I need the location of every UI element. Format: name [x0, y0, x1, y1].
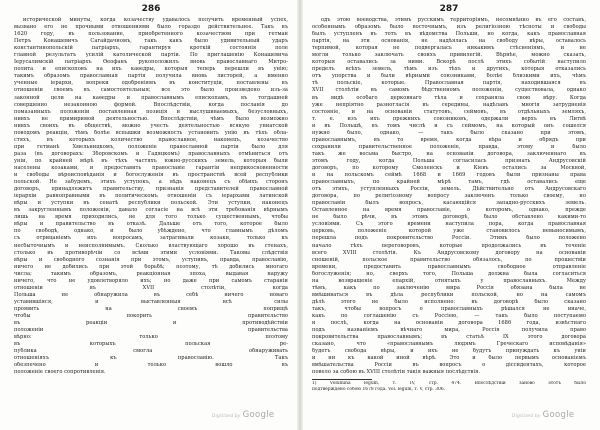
- text-line: чтобы покорить правительство: [14, 312, 288, 319]
- text-line: пределъ всѣхъ земель, тѣмъ изъ тѣхъ и другихъ, которыя отказались: [312, 66, 586, 73]
- text-line: поводомъ реакціи, тѣмъ болѣе вспышки возможность установить унію въ тѣхъ обла-: [14, 129, 288, 136]
- text-line: положеніе своего сопротивленія.: [14, 369, 106, 376]
- text-line: отношеніи въ XVII столѣтіи, когда: [14, 284, 288, 291]
- text-line: одъ этою воеводства, этимъ русскимъ территоріямъ, несомнѣнно въ его составъ,: [321, 17, 586, 23]
- text-line: такъ же весьма быстро, на основаніи договора, заключеннаго въ: [312, 150, 586, 157]
- text-line: не было рѣчи, въ этомъ договорѣ, было обставлено какими-то: [312, 214, 586, 221]
- text-line: совершенно незаконною формой. Впослѣдствіи, когда посланія до: [14, 101, 288, 108]
- text-line: покровительства православнымъ; въ статьѣ IX этого договора: [312, 334, 586, 341]
- text-line: партія, на эти основанія, не надѣялась на свободу вѣры, оставалось: [312, 38, 586, 45]
- text-line: какъ по соглашенію съ Россіею, — такъ было поступаемо: [312, 312, 586, 319]
- text-line: по свободѣ, однако, и было убѣждено, что главнымъ дѣломъ: [14, 228, 288, 235]
- left-page-body: [14, 17, 288, 376]
- text-line: полита и епископовъ на ихъ каѳедры, которыя теперь перешли въ унію;: [14, 66, 288, 73]
- text-line: ничего, что не удовлетворяло ихъ; но даже при самомъ стараніи: [14, 277, 288, 284]
- text-line: уніи, по крайней мѣрѣ въ тѣхъ частяхъ южно-русскихъ земель, которыя были: [14, 157, 288, 164]
- text-line: отношеніяхъ къ православію. Такъ: [14, 355, 288, 362]
- text-line: и на польскомъ сеймѣ 1668 и 1669 годовъ были признаны права: [312, 172, 586, 179]
- text-line: при гетманѣ Хмельницкомъ, положеніе православной партіи было для: [14, 143, 288, 150]
- text-line: и послѣ, когда на основаніи договора 1686 года, извѣстнаго: [312, 320, 586, 327]
- text-line: уставившіяся, и выставленныя всѣ силы: [14, 298, 288, 305]
- text-line: ученные іерархи, вопреки одобреніямъ въ конституціи, поставлены въ: [14, 80, 288, 87]
- text-line: богослуженія; но, сверхъ того, Польша должна была согласиться: [312, 270, 586, 277]
- text-line: вѣры и свободного сознанія при этомъ, уступивъ, правда, православію,: [14, 256, 288, 263]
- text-line: договоръ, принадлежитъ правительству, признанія представителей православной: [14, 186, 288, 193]
- text-line: уже непріятно разногласія въ середины, надѣлавъ многія затрудненія: [312, 101, 586, 108]
- text-line: договора, по религіозному вопросу заключенъ только своему, но: [312, 193, 586, 200]
- text-line: публика смогла обнаруживать: [14, 348, 288, 355]
- footnote-line: 1) Volumina legum, т. IV, стр. 474. Впослѣдствіи заново этотъ было: [312, 381, 586, 387]
- text-line: будетъ свобода вѣры, и ихъ не будутъ принуждать къ уніи: [312, 348, 586, 355]
- text-line: сохранили правительственное положеніе, правда, этому и было: [312, 143, 586, 150]
- text-line: Петръ Конашевичъ Сагайдачномъ, такъ какъ было удивительный ударъ: [14, 38, 288, 45]
- text-line: терпимой, которая не подвергалась никакимъ стѣсненіямъ, и не: [312, 45, 586, 52]
- footnote-line: подтверждено собою 1678 года. Vol. legum, т. V, стр. 306.: [312, 387, 446, 393]
- text-line: и ни къ какой иной вѣрѣ. Это и было первымъ основаніемъ: [312, 355, 586, 362]
- text-line: XVII столѣтіи въ самомъ бѣдственномъ положеніи, существовала, однако: [312, 87, 586, 94]
- text-line: отъ упорства и были вѣрными союзниками, болѣе близкими ихъ, чѣмъ: [312, 73, 586, 80]
- text-line: стяхъ, въ которыхъ количество православное, наконецъ, козачество: [14, 136, 288, 143]
- text-line: въ которыхъ польская ре-: [14, 341, 288, 348]
- text-line: повело за собою въ XVIII столѣтіи такія важныя послѣдствія.: [312, 369, 481, 376]
- text-line: нужно было, однако, — такъ было сказано при этомъ,: [312, 129, 586, 136]
- watermark-digitized-label: Digitized by: [512, 414, 541, 419]
- text-line: договоръ, по которому Смоленскъ и Кіевъ остались за Москвой,: [312, 164, 586, 171]
- text-line: такимъ образомъ православная партія получила вновь листорей, а именно: [14, 73, 288, 80]
- watermark-digitized-label: Digitized by: [212, 414, 241, 419]
- text-line: нивхъ своихъ въ обществѣ, можно учесть деятельностью всякую униатской: [14, 122, 288, 129]
- text-line: и свободы вѣроисповѣданія и богослуженія въ пространствѣ всей республики: [14, 172, 288, 179]
- watermark-brand: Google: [242, 410, 275, 420]
- text-line: вѣры и уступки въ сенатѣ республики польской. Эти уступки, наконецъ: [14, 200, 288, 207]
- text-line: этомъ году, когда Польша согласилась признать Андрусовскій: [312, 157, 586, 164]
- text-line: положеніи правительства: [14, 327, 288, 334]
- text-line: былъ уступленъ въ тотъ въ вѣдомства Польши, но когда, какъ православная: [312, 31, 586, 38]
- text-line: польской. Не забудемъ, этихъ уступокъ, а вѣдь наконецъ съ обѣихъ сторонъ: [14, 179, 288, 186]
- text-line: церковь, положеніе которой уже становилось невыносимымъ,: [312, 228, 586, 235]
- text-line: несбыточнымъ и неисполнимымъ. Сколько властвующаго хорошо въ стенахъ,: [14, 242, 288, 249]
- text-line: вѣрно: только поэтому: [14, 334, 288, 341]
- footnotes: [312, 381, 586, 393]
- text-line: сказано, что «православнымъ людямъ Греческаго исповѣданія»: [312, 341, 586, 348]
- text-line: могли только заключать своихъ привилегій. Вѣрнѣе, можно сказать,: [312, 52, 586, 59]
- text-line: столько въ противорѣчіи со всѣми этими условіями. Таковы слѣдствія: [14, 249, 288, 256]
- text-line: исторической минуты, когда козачеству удавалось получить временный успех,: [23, 17, 288, 23]
- text-line: главной результатъ усилій католической партіи. По приглашенію Конашевича: [14, 52, 288, 59]
- text-line: съ отрицаніемъ ихъ вопросамъ, затрагивали козаки, только къ: [14, 235, 288, 242]
- text-line: и въ Польшѣ, въ томъ числѣ и съ сеймомъ, на который онъ сошелся: [312, 122, 586, 129]
- google-watermark-left: [212, 410, 274, 420]
- text-line: тѣмъ, какъ по заключенію мира Россія обязана была не: [312, 284, 586, 291]
- text-line: въ реакціи и противодѣйствіи: [14, 320, 288, 327]
- text-line: перешла подъ покровительство Россіи. Этимъ было положено: [312, 235, 586, 242]
- text-line: въ закругленнымъ положеніи, давало согласіе на всѣ эти требованія вѣрнымъ: [14, 207, 288, 214]
- text-line: населены козаками, и предоставить православіе гарантіи неприкосновенности: [14, 164, 288, 171]
- text-line: православіи былъ вопросъ, касающійся западно-русскихъ земель.: [312, 200, 586, 207]
- text-line: Польша не обнаружила въ себѣ ничего новаго: [14, 291, 288, 298]
- text-line: тѣ польскіе, которые. Православная партія, находившаяся въ: [312, 80, 586, 87]
- google-watermark-right: [512, 410, 574, 420]
- text-line: вмѣшиваться въ дѣла республики польской, но на самомъ: [312, 291, 586, 298]
- text-line: числа; такимъ образомъ, реакціонная эпоха, выдавая наружу: [14, 270, 288, 277]
- text-line: отношеніи своемъ въ самостоятельныя; все это было произведено изъ-за: [14, 87, 288, 94]
- text-line: сношеній, польское правительство обязалось, по прошествіи: [312, 256, 586, 263]
- text-line: т. е. изъ ихъ прежнихъ союзниковъ, одержали верхъ въ Литвѣ: [312, 115, 586, 122]
- page-number-left: 286: [141, 4, 161, 14]
- text-line: константинопольскій патріархъ, гарантируя кроткій состоянія поле: [14, 45, 288, 52]
- text-line: въ видѣ особаго церковнаго тѣла и сохраняла свою вѣру. Когда: [312, 94, 586, 101]
- text-line: всего XVIII столѣтія. Къ Андрусовскому договору на основаніи: [312, 249, 586, 256]
- text-line: времени, предоставить православнымъ свободное отправленіе: [312, 263, 586, 270]
- text-line: особеннымъ образомъ было восточнымъ, изъ религіозною тѣсноты и свободы: [312, 24, 586, 31]
- text-line: начало тѣхъ переговоровъ, которые продолжались въ теченіе: [312, 242, 586, 249]
- text-line: условіями. Съ этого времени наступила пора, когда православная: [312, 221, 586, 228]
- right-page: [300, 0, 600, 430]
- watermark-brand: Google: [542, 410, 575, 420]
- text-line: такъ, чтобы вопросъ о православныхъ рѣшался не иначе,: [312, 305, 586, 312]
- text-line: помазанныхъ положеніи поставленная позиція и выслушиваемыхъ, безусловныхъ,: [14, 108, 288, 115]
- text-line: православнымъ, въ то время, когда вѣра и обрядъ при: [312, 136, 586, 143]
- text-line: обезпечено и только вошло въ: [14, 362, 288, 369]
- text-line: проявить на своемъ поприщѣ: [14, 305, 288, 312]
- text-line: на возвращеніе епархій, отнятыхъ у православныхъ. Между: [312, 277, 586, 284]
- text-line: вызвано его не прочными отношениями было гораздо действительнее. Такъ въ: [14, 24, 288, 31]
- text-line: законной цели на каѳедры и православнымъ епископамъ, въ тогдашней: [14, 94, 288, 101]
- text-line: лишь на время приходились, не для того только существеннымъ, чтобы: [14, 214, 288, 221]
- text-line: вмѣшательства Россіи въ вопросъ о діссидентахъ, которое: [312, 362, 586, 369]
- text-line: 1620 году, въ пользование, приобретенного козачеством при гетман: [14, 31, 288, 38]
- text-line: раза (въ договорахъ: Зборовскомъ и Гадяцкомъ) православныхъ отмѣниться отъ: [14, 150, 288, 157]
- text-line: православныхъ, по крайней мѣрѣ тамъ, гдѣ оставались еще: [312, 179, 586, 186]
- text-line: состояніе, и на основаніи статутовъ, сеймовъ, въ отдѣльныхъ земляхъ,: [312, 108, 586, 115]
- text-line: подъ названіемъ вѣчнаго мира, Россія получила право: [312, 327, 586, 334]
- text-line: нивхъ не примиримой деятельностью. Впослѣдствіи, чѣмъ было возможно: [14, 115, 288, 122]
- text-line: Оставленное на время православіе, о которомъ, однако, прежде: [312, 207, 586, 214]
- text-line: іерархіи равноправными въ политическомъ отношеніи съ іерархами латинской: [14, 193, 288, 200]
- right-page-body: [312, 17, 586, 376]
- text-line: отъ этихъ, уступленныхъ Россіи, земель. Дѣйствительно отъ Андрусовскаго: [312, 186, 586, 193]
- text-line: дѣлѣ этого не было исполнено: въ договорѣ было сказано: [312, 298, 586, 305]
- text-line: которыя оставались за ними. Вскорѣ послѣ этихъ событій наступило: [312, 59, 586, 66]
- footnote-separator: [312, 379, 372, 380]
- text-line: ничего не добились при этой борьбѣ; поэтому, тѣ добились многаго: [14, 263, 288, 270]
- text-line: Іерусалимскій патріархъ Ѳеофанъ рукоположилъ вновь православнаго Митро-: [14, 59, 288, 66]
- text-line: вѣры и правительство въ отказѣ. Дальше отъ того, которое было: [14, 221, 288, 228]
- page-number-right: 287: [439, 4, 459, 14]
